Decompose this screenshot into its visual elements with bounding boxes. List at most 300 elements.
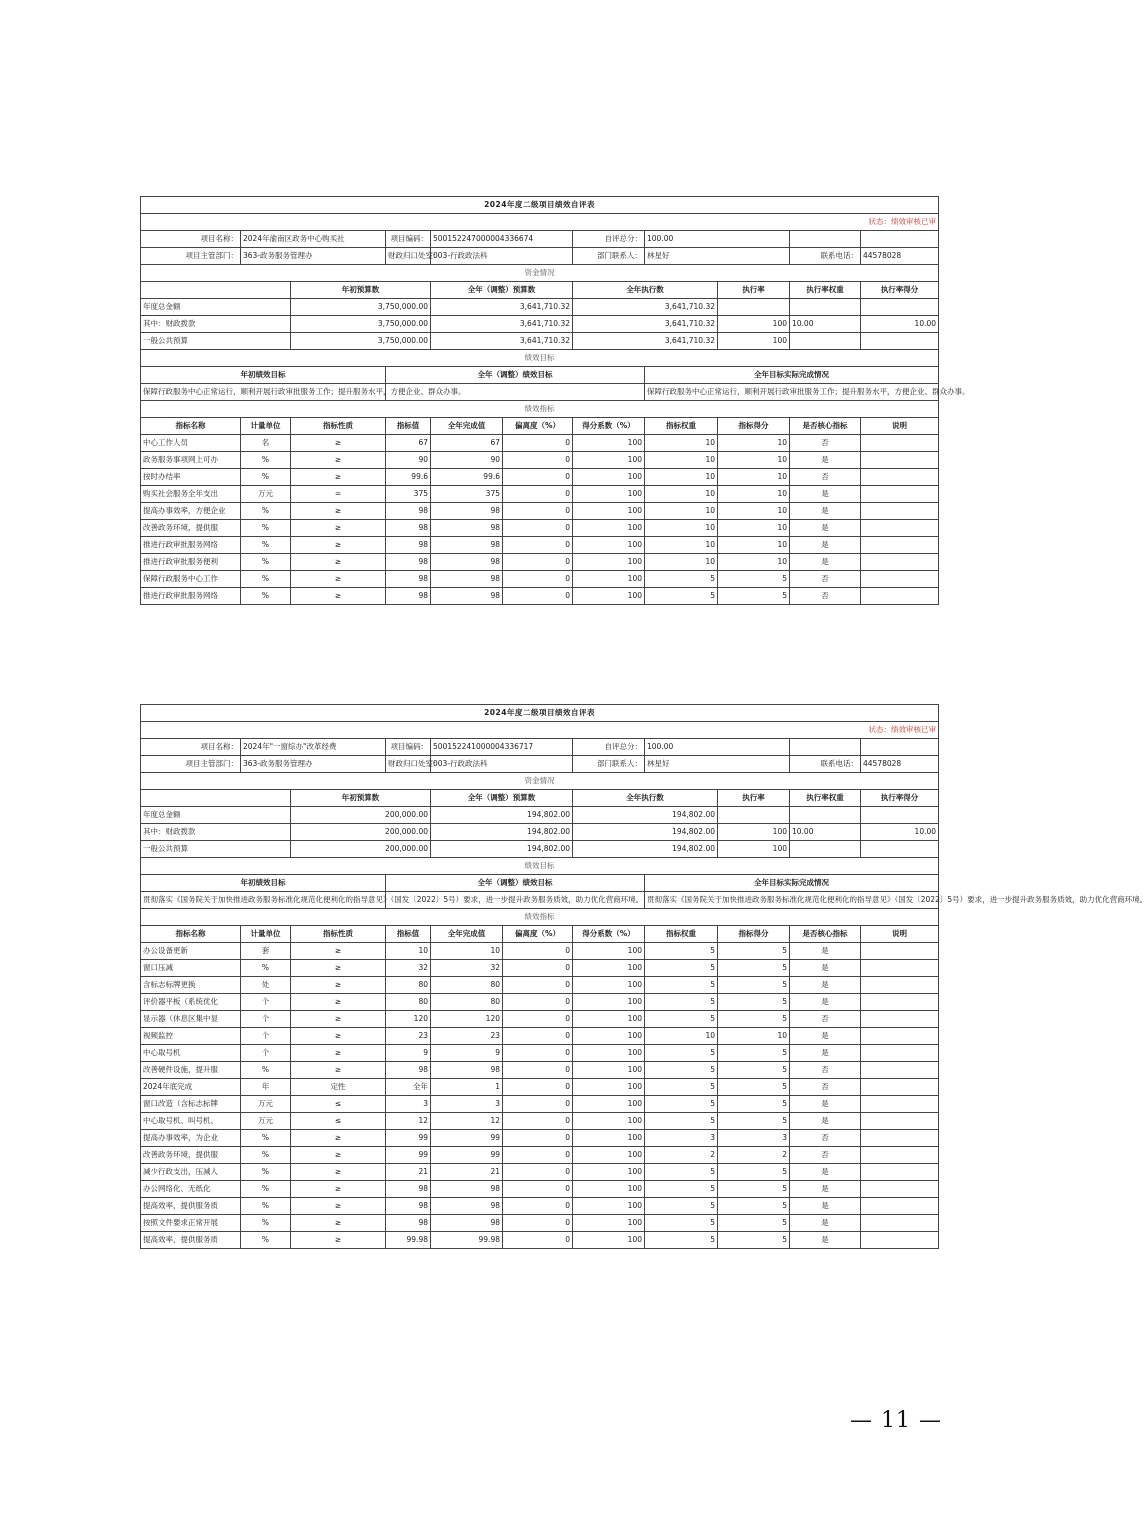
indicator-cell: 10 [645, 554, 718, 571]
indicator-cell [861, 452, 939, 469]
goal-initial-text: 贯彻落实《国务院关于加快推进政务服务标准化规范化便利化的指导意见》（国发〔2022〕5号）要求，进一步提升政务服务质效，助力优化营商环境。 [141, 892, 386, 909]
indicator-cell: 改善政务环境，提供服 [141, 520, 241, 537]
indicator-cell: 100 [573, 520, 645, 537]
indicator-cell: 5 [645, 1215, 718, 1232]
indicator-cell: 万元 [241, 486, 291, 503]
title-row [141, 705, 939, 722]
fund-header: 执行率权重 [790, 790, 861, 807]
indicator-cell: 100 [573, 452, 645, 469]
indicator-cell: 9 [386, 1045, 431, 1062]
fund-adjusted: 3,641,710.32 [431, 299, 573, 316]
indicator-row [141, 1215, 939, 1232]
indicator-cell: ≥ [291, 435, 386, 452]
indicator-row [141, 1028, 939, 1045]
indicator-cell: % [241, 1147, 291, 1164]
indicator-cell: 提高效率，提供服务质 [141, 1198, 241, 1215]
self-score: 100.00 [645, 739, 790, 756]
indicator-cell: = [291, 486, 386, 503]
indicator-cell: 5 [718, 1045, 790, 1062]
indicator-cell: 10 [645, 452, 718, 469]
indicator-cell: 是 [790, 503, 861, 520]
indicator-cell: 10 [431, 943, 503, 960]
indicator-header: 指标权重 [645, 926, 718, 943]
indicator-cell: ≥ [291, 503, 386, 520]
indicator-cell: 是 [790, 960, 861, 977]
indicator-cell: 按照文件要求正常开展 [141, 1215, 241, 1232]
indicator-header: 得分系数（%） [573, 926, 645, 943]
indicator-cell [861, 435, 939, 452]
indicator-cell: ≥ [291, 1181, 386, 1198]
indicator-cell: 12 [431, 1113, 503, 1130]
indicator-cell: 10 [645, 1028, 718, 1045]
fund-header: 全年（调整）预算数 [431, 282, 573, 299]
indicator-cell: 100 [573, 469, 645, 486]
fund-rate-weight [790, 299, 861, 316]
indicator-cell: % [241, 554, 291, 571]
fund-row [141, 299, 939, 316]
indicator-header: 指标得分 [718, 926, 790, 943]
indicator-cell: 5 [645, 571, 718, 588]
indicator-cell: 0 [503, 977, 573, 994]
indicator-cell: 0 [503, 554, 573, 571]
contact: 林星好 [645, 248, 790, 265]
info-row [141, 248, 939, 265]
indicator-cell: 80 [431, 977, 503, 994]
indicator-cell: 5 [645, 977, 718, 994]
indicator-row [141, 469, 939, 486]
indicator-cell: ≥ [291, 520, 386, 537]
indicator-cell: ≤ [291, 1096, 386, 1113]
goal-actual-text: 保障行政服务中心正常运行，顺利开展行政审批服务工作；提升服务水平，方便企业、群众办事。 [645, 384, 939, 401]
indicator-cell: 23 [386, 1028, 431, 1045]
indicator-cell: 中心工作人员 [141, 435, 241, 452]
indicator-cell: 是 [790, 520, 861, 537]
fund-row-label: 年度总金额 [141, 299, 291, 316]
indicator-row [141, 1096, 939, 1113]
fund-rate: 100 [718, 316, 790, 333]
indicator-cell: 100 [573, 1130, 645, 1147]
phone-label: 联系电话： [790, 756, 861, 773]
indicator-cell: 0 [503, 588, 573, 605]
fund-initial: 3,750,000.00 [291, 333, 431, 350]
indicator-cell: % [241, 1130, 291, 1147]
indicator-cell: 100 [573, 1045, 645, 1062]
indicator-cell: 5 [718, 588, 790, 605]
indicator-cell: 推进行政审批服务网络 [141, 588, 241, 605]
info-row [141, 739, 939, 756]
indicator-cell: 98 [386, 1198, 431, 1215]
indicator-cell: 375 [386, 486, 431, 503]
indicator-row [141, 1062, 939, 1079]
indicator-cell: ≥ [291, 1147, 386, 1164]
indicator-cell [861, 1062, 939, 1079]
indicator-cell: 90 [431, 452, 503, 469]
indicator-cell: 提高效率，提供服务质 [141, 1232, 241, 1249]
indicator-cell: 67 [386, 435, 431, 452]
project-name: 2024年渝南区政务中心购买社 [241, 231, 386, 248]
status-row [141, 722, 939, 739]
indicator-cell: 100 [573, 1011, 645, 1028]
indicator-cell [861, 960, 939, 977]
indicator-cell: 98 [431, 588, 503, 605]
fund-executed: 3,641,710.32 [573, 316, 718, 333]
indicator-cell: 0 [503, 452, 573, 469]
indicator-cell: 0 [503, 1215, 573, 1232]
indicator-cell: 减少行政支出，压减人 [141, 1164, 241, 1181]
indicator-cell [861, 1011, 939, 1028]
project-name-label: 项目名称： [141, 739, 241, 756]
indicator-cell: 5 [718, 1096, 790, 1113]
indicator-row [141, 943, 939, 960]
goal-actual-text: 贯彻落实《国务院关于加快推进政务服务标准化规范化便利化的指导意见》（国发〔2022〕5号）要求，进一步提升政务服务质效，助力优化营商环境。 [645, 892, 939, 909]
status-row [141, 214, 939, 231]
indicator-cell [861, 1079, 939, 1096]
indicator-cell: 100 [573, 977, 645, 994]
fund-row [141, 807, 939, 824]
fund-rate [718, 299, 790, 316]
indicator-cell: 是 [790, 1164, 861, 1181]
indicator-cell: 提高办事效率，方便企业 [141, 503, 241, 520]
fund-row [141, 841, 939, 858]
indicator-section-title: 绩效指标 [141, 909, 939, 926]
indicator-header: 偏离度（%） [503, 926, 573, 943]
indicator-cell: 0 [503, 520, 573, 537]
indicator-cell: 评价器平板（系统优化 [141, 994, 241, 1011]
goal-initial-text: 保障行政服务中心正常运行，顺利开展行政审批服务工作；提升服务水平，方便企业、群众办事。 [141, 384, 386, 401]
indicator-cell: 0 [503, 1147, 573, 1164]
fund-row-label: 一般公共预算 [141, 841, 291, 858]
indicator-cell: 100 [573, 1164, 645, 1181]
goal-text-row [141, 384, 939, 401]
office: 003-行政政法科 [431, 248, 573, 265]
fund-executed: 3,641,710.32 [573, 299, 718, 316]
indicator-cell: 100 [573, 486, 645, 503]
section-header [141, 858, 939, 875]
goal-section-title: 绩效目标 [141, 858, 939, 875]
indicator-cell: 98 [431, 537, 503, 554]
indicator-header: 指标值 [386, 418, 431, 435]
score-label: 自评总分： [573, 739, 645, 756]
indicator-cell: 5 [645, 943, 718, 960]
goal-header: 全年（调整）绩效目标 [386, 367, 645, 384]
indicator-cell: 100 [573, 537, 645, 554]
indicator-header: 全年完成值 [431, 926, 503, 943]
indicator-cell: 0 [503, 571, 573, 588]
indicator-cell: 0 [503, 1130, 573, 1147]
indicator-cell: 10 [645, 503, 718, 520]
indicator-cell: 0 [503, 1079, 573, 1096]
indicator-cell: 是 [790, 994, 861, 1011]
indicator-cell: 万元 [241, 1096, 291, 1113]
indicator-row [141, 1164, 939, 1181]
indicator-cell: 10 [645, 469, 718, 486]
indicator-cell: 90 [386, 452, 431, 469]
fund-executed: 3,641,710.32 [573, 333, 718, 350]
indicator-cell: ≥ [291, 571, 386, 588]
indicator-cell: ≥ [291, 943, 386, 960]
indicator-cell: 是 [790, 1113, 861, 1130]
indicator-cell: 99.98 [386, 1232, 431, 1249]
fund-row-label: 一般公共预算 [141, 333, 291, 350]
indicator-cell: 是 [790, 1096, 861, 1113]
indicator-cell: 100 [573, 1096, 645, 1113]
indicator-cell: 0 [503, 1011, 573, 1028]
page-number: — 11 — [850, 1408, 942, 1433]
indicator-header: 说明 [861, 926, 939, 943]
indicator-header: 是否核心指标 [790, 418, 861, 435]
dept: 363-政务服务管理办 [241, 756, 386, 773]
indicator-cell: 中心取号机、叫号机、 [141, 1113, 241, 1130]
indicator-cell: ≥ [291, 469, 386, 486]
indicator-cell [861, 503, 939, 520]
indicator-cell: 100 [573, 1181, 645, 1198]
indicator-row [141, 1198, 939, 1215]
indicator-cell: 3 [718, 1130, 790, 1147]
fund-rate: 100 [718, 333, 790, 350]
indicator-cell: 全年 [386, 1079, 431, 1096]
indicator-cell: 2024年底完成 [141, 1079, 241, 1096]
indicator-cell: % [241, 537, 291, 554]
indicator-cell: 100 [573, 571, 645, 588]
goal-header-row [141, 875, 939, 892]
indicator-cell: 100 [573, 1062, 645, 1079]
section-header [141, 265, 939, 282]
indicator-row [141, 571, 939, 588]
fund-row [141, 316, 939, 333]
indicator-cell: ≥ [291, 1011, 386, 1028]
indicator-cell: 视频监控 [141, 1028, 241, 1045]
indicator-cell: ≥ [291, 1164, 386, 1181]
fund-row [141, 824, 939, 841]
indicator-cell: ≥ [291, 994, 386, 1011]
indicator-cell: 万元 [241, 1113, 291, 1130]
indicator-row [141, 1181, 939, 1198]
indicator-cell: 5 [718, 960, 790, 977]
indicator-cell: ≥ [291, 977, 386, 994]
indicator-cell: 120 [431, 1011, 503, 1028]
indicator-cell: 100 [573, 435, 645, 452]
indicator-cell: 3 [431, 1096, 503, 1113]
fund-rate-score [861, 807, 939, 824]
indicator-cell: % [241, 1232, 291, 1249]
indicator-cell: 否 [790, 435, 861, 452]
self-score: 100.00 [645, 231, 790, 248]
indicator-cell [861, 1198, 939, 1215]
indicator-cell: 年 [241, 1079, 291, 1096]
indicator-cell: % [241, 1164, 291, 1181]
indicator-cell [861, 977, 939, 994]
indicator-cell: ≥ [291, 588, 386, 605]
goal-header: 年初绩效目标 [141, 367, 386, 384]
indicator-cell: 0 [503, 1062, 573, 1079]
indicator-cell: 98 [431, 503, 503, 520]
indicator-cell: 375 [431, 486, 503, 503]
indicator-cell: ≥ [291, 1130, 386, 1147]
indicator-header: 指标值 [386, 926, 431, 943]
indicator-cell: 100 [573, 1232, 645, 1249]
indicator-cell: 5 [718, 1079, 790, 1096]
office-label: 财政归口处室： [386, 756, 431, 773]
fund-header: 执行率 [718, 282, 790, 299]
indicator-header: 指标得分 [718, 418, 790, 435]
indicator-cell: 0 [503, 1045, 573, 1062]
indicator-cell: 0 [503, 1181, 573, 1198]
phone: 44578028 [861, 756, 939, 773]
status-text: 状态：绩效审核已审 [141, 722, 939, 739]
goal-header: 全年目标实际完成情况 [645, 367, 939, 384]
phone: 44578028 [861, 248, 939, 265]
fund-section-title: 资金情况 [141, 773, 939, 790]
indicator-cell: 99 [386, 1130, 431, 1147]
indicator-cell: 120 [386, 1011, 431, 1028]
indicator-row [141, 1011, 939, 1028]
indicator-cell: 是 [790, 1045, 861, 1062]
indicator-cell: 0 [503, 943, 573, 960]
indicator-cell: ≥ [291, 1215, 386, 1232]
indicator-cell: 5 [718, 1232, 790, 1249]
evaluation-table [140, 196, 970, 605]
indicator-cell: 9 [431, 1045, 503, 1062]
indicator-cell: 5 [718, 1215, 790, 1232]
indicator-cell: 个 [241, 1011, 291, 1028]
project-code: 500152241000004336717 [431, 739, 573, 756]
indicator-cell: 提高办事效率，为企业 [141, 1130, 241, 1147]
dept-label: 项目主管部门： [141, 248, 241, 265]
project-code-label: 项目编码： [386, 231, 431, 248]
fund-row-label: 其中：财政拨款 [141, 316, 291, 333]
indicator-cell: % [241, 452, 291, 469]
indicator-cell [861, 486, 939, 503]
indicator-cell: 否 [790, 1130, 861, 1147]
indicator-cell: 0 [503, 435, 573, 452]
fund-rate-weight: 10.00 [790, 824, 861, 841]
indicator-cell: 10 [718, 435, 790, 452]
title-row [141, 197, 939, 214]
indicator-cell: 98 [386, 537, 431, 554]
indicator-cell: ≥ [291, 1198, 386, 1215]
indicator-cell [861, 571, 939, 588]
fund-executed: 194,802.00 [573, 807, 718, 824]
indicator-cell: ≥ [291, 554, 386, 571]
indicator-cell: 21 [386, 1164, 431, 1181]
blank-cell [861, 231, 939, 248]
indicator-cell: 98 [386, 503, 431, 520]
indicator-cell: 99.98 [431, 1232, 503, 1249]
indicator-cell [861, 1232, 939, 1249]
indicator-cell: 处 [241, 977, 291, 994]
indicator-cell: 100 [573, 1198, 645, 1215]
fund-header: 执行率 [718, 790, 790, 807]
indicator-header: 说明 [861, 418, 939, 435]
indicator-row [141, 994, 939, 1011]
indicator-cell: 是 [790, 1028, 861, 1045]
indicator-cell: 67 [431, 435, 503, 452]
fund-header: 全年（调整）预算数 [431, 790, 573, 807]
indicator-cell: 是 [790, 486, 861, 503]
fund-rate-weight [790, 841, 861, 858]
indicator-cell [861, 1113, 939, 1130]
office-label: 财政归口处室： [386, 248, 431, 265]
indicator-header: 全年完成值 [431, 418, 503, 435]
contact-label: 部门联系人： [573, 756, 645, 773]
fund-header: 执行率权重 [790, 282, 861, 299]
contact-label: 部门联系人： [573, 248, 645, 265]
indicator-cell: 否 [790, 1079, 861, 1096]
indicator-cell: ≥ [291, 1028, 386, 1045]
fund-rate: 100 [718, 841, 790, 858]
indicator-section-title: 绩效指标 [141, 401, 939, 418]
indicator-cell: 5 [718, 943, 790, 960]
fund-rate-score [861, 841, 939, 858]
indicator-cell: ≤ [291, 1113, 386, 1130]
indicator-cell: 推进行政审批服务网络 [141, 537, 241, 554]
sheet-title: 2024年度二级项目绩效自评表 [141, 197, 939, 214]
indicator-row [141, 1113, 939, 1130]
indicator-row [141, 435, 939, 452]
fund-header: 年初预算数 [291, 282, 431, 299]
indicator-cell: 5 [645, 960, 718, 977]
project-code-label: 项目编码： [386, 739, 431, 756]
indicator-cell: 98 [431, 1198, 503, 1215]
indicator-cell: % [241, 1215, 291, 1232]
indicator-cell: 套 [241, 943, 291, 960]
indicator-cell: 0 [503, 1198, 573, 1215]
indicator-cell: 0 [503, 1096, 573, 1113]
indicator-cell: 80 [386, 994, 431, 1011]
indicator-cell: % [241, 1062, 291, 1079]
evaluation-table [140, 704, 1147, 1249]
indicator-cell: 99 [386, 1147, 431, 1164]
indicator-cell: ≥ [291, 1045, 386, 1062]
fund-header: 全年执行数 [573, 790, 718, 807]
indicator-header-row [141, 926, 939, 943]
evaluation-sheet-2 [140, 704, 1147, 1249]
indicator-cell: 2 [645, 1147, 718, 1164]
indicator-cell: 0 [503, 960, 573, 977]
indicator-cell: 0 [503, 469, 573, 486]
indicator-cell: 5 [718, 1181, 790, 1198]
indicator-row [141, 520, 939, 537]
indicator-cell: 10 [718, 469, 790, 486]
fund-rate-weight [790, 333, 861, 350]
indicator-row [141, 977, 939, 994]
info-row [141, 756, 939, 773]
indicator-cell: 0 [503, 1164, 573, 1181]
section-header [141, 350, 939, 367]
indicator-cell: 保障行政服务中心工作 [141, 571, 241, 588]
indicator-cell: 0 [503, 1232, 573, 1249]
indicator-cell [861, 588, 939, 605]
indicator-cell: 98 [386, 588, 431, 605]
fund-adjusted: 194,802.00 [431, 824, 573, 841]
indicator-cell: 3 [386, 1096, 431, 1113]
indicator-cell: 5 [718, 1011, 790, 1028]
indicator-cell: 98 [386, 1181, 431, 1198]
indicator-cell: 12 [386, 1113, 431, 1130]
indicator-header: 偏离度（%） [503, 418, 573, 435]
indicator-cell: 0 [503, 1028, 573, 1045]
indicator-cell: 100 [573, 960, 645, 977]
indicator-row [141, 537, 939, 554]
indicator-cell [861, 1130, 939, 1147]
indicator-cell [861, 520, 939, 537]
indicator-cell: 5 [645, 1164, 718, 1181]
indicator-cell: 98 [431, 571, 503, 588]
fund-header-row [141, 282, 939, 299]
fund-executed: 194,802.00 [573, 824, 718, 841]
phone-label: 联系电话： [790, 248, 861, 265]
fund-rate-score: 10.00 [861, 824, 939, 841]
